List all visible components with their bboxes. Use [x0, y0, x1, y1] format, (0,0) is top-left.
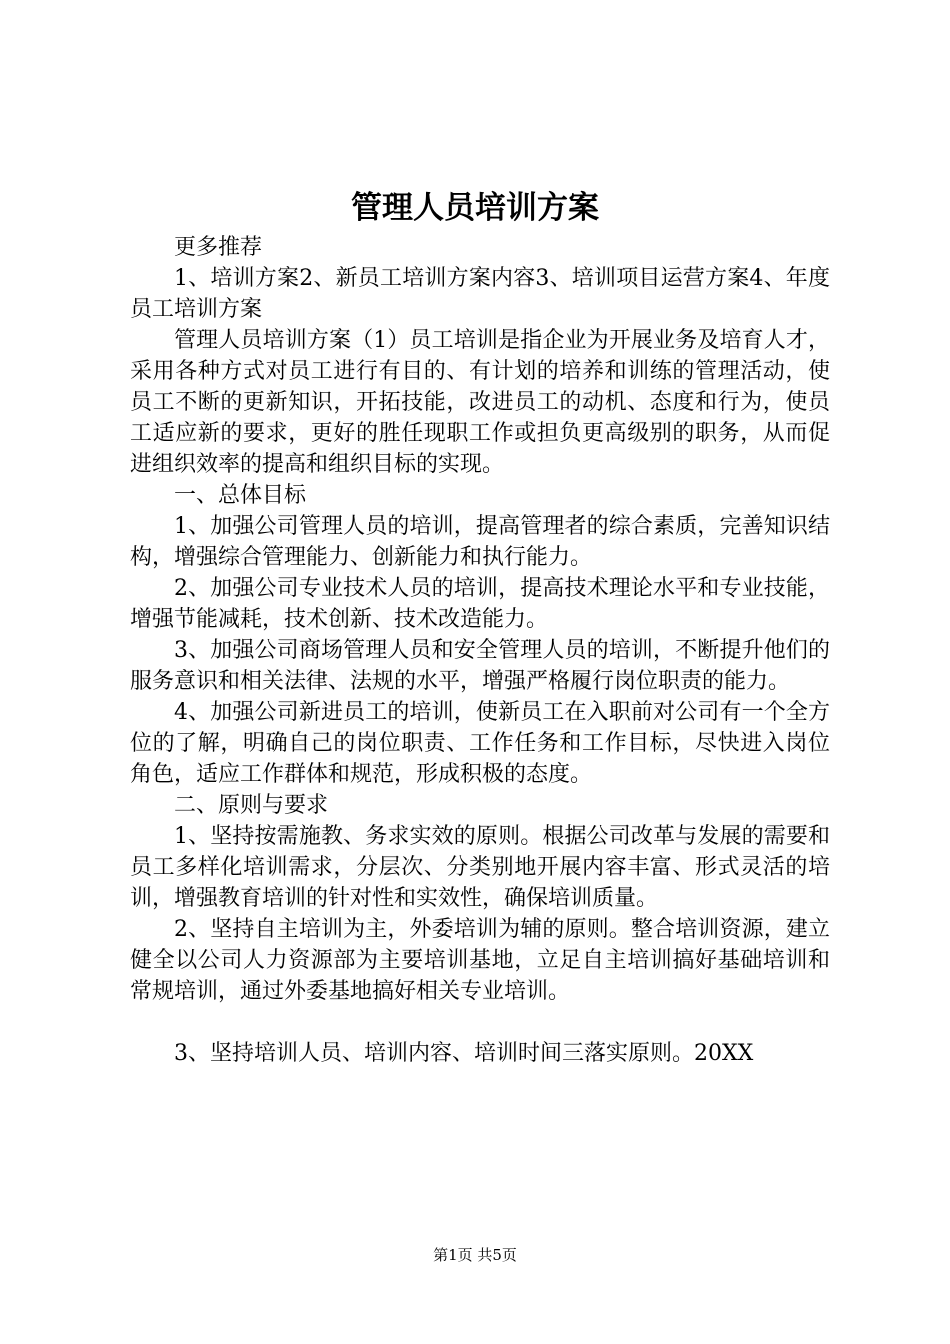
paragraph-goal-4: 4、加强公司新进员工的培训，使新员工在入职前对公司有一个全方位的了解，明确自己的岗位职责、工作任务和工作目标，尽快进入岗位角色，适应工作群体和规范，形成积极的态度。: [130, 700, 830, 787]
section-heading-principles: 二、原则与要求: [174, 793, 329, 818]
paragraph-goal-3: 3、加强公司商场管理人员和安全管理人员的培训，不断提升他们的服务意识和相关法律、法规的水平，增强严格履行岗位职责的能力。: [130, 638, 830, 694]
document-body: [130, 232, 830, 1069]
paragraph-principle-1: 1、坚持按需施教、务求实效的原则。根据公司改革与发展的需要和员工多样化培训需求，分层次、分类别地开展内容丰富、形式灵活的培训，增强教育培训的针对性和实效性，确保培训质量。: [130, 824, 830, 911]
paragraph-goal-2: 2、加强公司专业技术人员的培训，提高技术理论水平和专业技能，增强节能减耗，技术创新、技术改造能力。: [130, 576, 830, 632]
document-title: 管理人员培训方案: [351, 190, 599, 226]
paragraph-recommended-list: 1、培训方案2、新员工培训方案内容3、培训项目运营方案4、年度员工培训方案: [130, 266, 830, 322]
page-footer: 第1页 共5页: [433, 1246, 517, 1264]
paragraph-intro: 管理人员培训方案（1）员工培训是指企业为开展业务及培育人才，采用各种方式对员工进行有目的、有计划的培养和训练的管理活动，使员工不断的更新知识，开拓技能，改进员工的动机、态度和行为，使员工适应新的要求，更好的胜任现职工作或担负更高级别的职务，从而促进组织效率的提高和组织目标的实现。: [130, 328, 830, 477]
paragraph-principle-3: 3、坚持培训人员、培训内容、培训时间三落实原则。20XX: [174, 1041, 754, 1066]
paragraph-principle-2: 2、坚持自主培训为主，外委培训为辅的原则。整合培训资源，建立健全以公司人力资源部为主要培训基地，立足自主培训搞好基础培训和常规培训，通过外委基地搞好相关专业培训。: [130, 917, 830, 1004]
paragraph-goal-1: 1、加强公司管理人员的培训，提高管理者的综合素质，完善知识结构，增强综合管理能力、创新能力和执行能力。: [130, 514, 830, 570]
section-heading-overall-goals: 一、总体目标: [174, 483, 307, 508]
paragraph-more-recommended: 更多推荐: [174, 235, 263, 260]
